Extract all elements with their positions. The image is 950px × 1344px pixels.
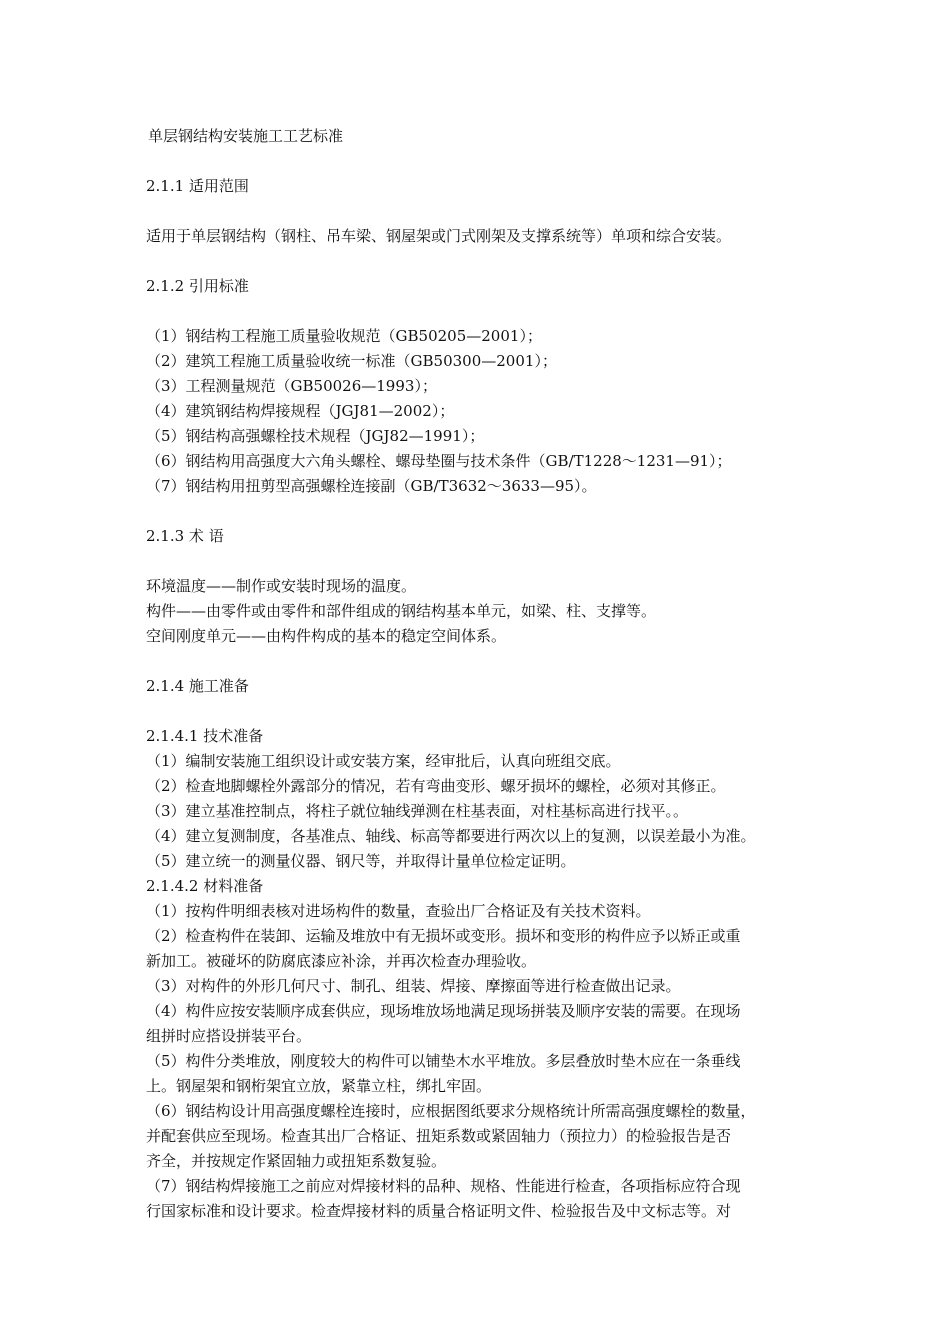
material-prep-line: 行国家标准和设计要求。检查焊接材料的质量合格证明文件、检验报告及中文标志等。对 [146, 1202, 732, 1220]
reference-item: （5）钢结构高强螺栓技术规程（JGJ82—1991）； [146, 427, 485, 445]
material-prep-line: （2）检查构件在装卸、运输及堆放中有无损坏或变形。损坏和变形的构件应予以矫正或重 [146, 927, 741, 945]
spacer [146, 149, 826, 174]
material-prep-line: 齐全，并按规定作紧固轴力或扭矩系数复验。 [146, 1152, 447, 1170]
material-prep-line: 组拼时应搭设拼装平台。 [146, 1027, 312, 1045]
material-prep-line: （3）对构件的外形几何尺寸、制孔、组装、焊接、摩擦面等进行检查做出记录。 [146, 977, 681, 995]
spacer [146, 249, 826, 274]
section-heading-2-1-4: 2.1.4 施工准备 [146, 677, 249, 695]
material-prep-line: （7）钢结构焊接施工之前应对焊接材料的品种、规格、性能进行检查，各项指标应符合现 [146, 1177, 741, 1195]
document-page [146, 124, 826, 1224]
technical-prep-item: （5）建立统一的测量仪器、钢尺等，并取得计量单位检定证明。 [146, 852, 576, 870]
reference-item: （3）工程测量规范（GB50026—1993）； [146, 377, 437, 395]
term-definition: 构件——由零件或由零件和部件组成的钢结构基本单元，如梁、柱、支撑等。 [146, 602, 657, 620]
section-text-scope: 适用于单层钢结构（钢柱、吊车梁、钢屋架或门式刚架及支撑系统等）单项和综合安装。 [146, 227, 732, 245]
technical-prep-item: （2）检查地脚螺栓外露部分的情况，若有弯曲变形、螺牙损坏的螺栓，必须对其修正。 [146, 777, 726, 795]
reference-item: （2）建筑工程施工质量验收统一标准（GB50300—2001）； [146, 352, 557, 370]
document-title: 单层钢结构安装施工工艺标准 [148, 127, 344, 145]
reference-item: （1）钢结构工程施工质量验收规范（GB50205—2001）； [146, 327, 542, 345]
spacer [146, 499, 826, 524]
reference-item: （7）钢结构用扭剪型高强螺栓连接副（GB/T3632～3633—95）。 [146, 477, 597, 495]
subsection-heading-2-1-4-2: 2.1.4.2 材料准备 [146, 877, 264, 895]
technical-prep-item: （3）建立基准控制点，将柱子就位轴线弹测在柱基表面，对柱基标高进行找平。。 [146, 802, 689, 820]
reference-item: （6）钢结构用高强度大六角头螺栓、螺母垫圈与技术条件（GB/T1228～1231—91）； [146, 452, 732, 470]
subsection-heading-2-1-4-1: 2.1.4.1 技术准备 [146, 727, 264, 745]
technical-prep-item: （1）编制安装施工组织设计或安装方案，经审批后，认真向班组交底。 [146, 752, 621, 770]
spacer [146, 549, 826, 574]
material-prep-line: （4）构件应按安装顺序成套供应，现场堆放场地满足现场拼装及顺序安装的需要。在现场 [146, 1002, 741, 1020]
material-prep-line: （5）构件分类堆放，刚度较大的构件可以铺垫木水平堆放。多层叠放时垫木应在一条垂线 [146, 1052, 741, 1070]
reference-item: （4）建筑钢结构焊接规程（JGJ81—2002）； [146, 402, 455, 420]
technical-prep-item: （4）建立复测制度，各基准点、轴线、标高等都要进行两次以上的复测，以误差最小为准。 [146, 827, 756, 845]
spacer [146, 299, 826, 324]
material-prep-line: 上。钢屋架和钢桁架宜立放，紧靠立柱，绑扎牢固。 [146, 1077, 492, 1095]
material-prep-line: 并配套供应至现场。检查其出厂合格证、扭矩系数或紧固轴力（预拉力）的检验报告是否 [146, 1127, 732, 1145]
material-prep-line: （1）按构件明细表核对进场构件的数量，查验出厂合格证及有关技术资料。 [146, 902, 651, 920]
section-heading-2-1-2: 2.1.2 引用标准 [146, 277, 249, 295]
term-definition: 环境温度——制作或安装时现场的温度。 [146, 577, 417, 595]
section-heading-2-1-3: 2.1.3 术 语 [146, 527, 224, 545]
spacer [146, 649, 826, 674]
term-definition: 空间刚度单元——由构件构成的基本的稳定空间体系。 [146, 627, 507, 645]
material-prep-line: （6）钢结构设计用高强度螺栓连接时，应根据图纸要求分规格统计所需高强度螺栓的数量， [146, 1102, 756, 1120]
material-prep-line: 新加工。被碰坏的防腐底漆应补涂，并再次检查办理验收。 [146, 952, 537, 970]
spacer [146, 699, 826, 724]
spacer [146, 199, 826, 224]
section-heading-2-1-1: 2.1.1 适用范围 [146, 177, 249, 195]
